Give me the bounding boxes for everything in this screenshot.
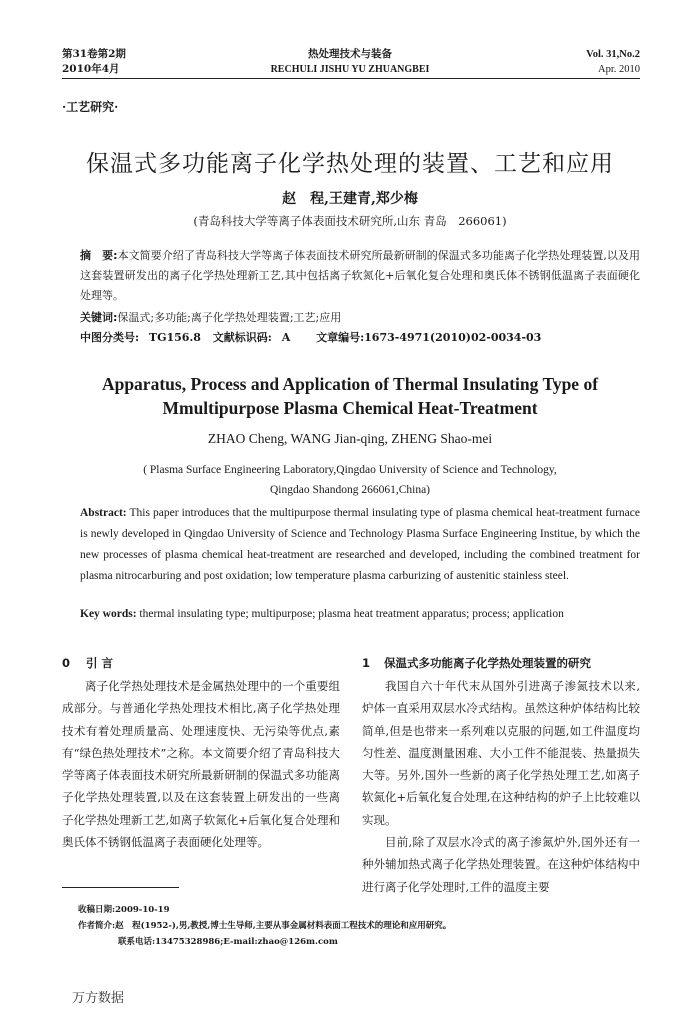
- journal-date: 2010年4月: [62, 63, 120, 75]
- section-1-paragraph-1: 我国自六十年代末从国外引进离子渗氮技术以来,炉体一直采用双层水冷式结构。虽然这种炉体结构比较简单,但是也带来一系列难以克服的问题,如工件温度均匀性差、温度测量困难、大小工件不能混装、热量损失大等。另外,国外一些新的离子化学热处理工艺,如离子软氮化+后氧化复合处理,在这种结构的炉子上比较难以实现。: [362, 679, 640, 827]
- section-0-paragraph: 离子化学热处理技术是金属热处理中的一个重要组成部分。与普通化学热处理技术相比,离子化学热处理技术有着处理质量高、处理速度快、无污染等优点,素有“绿色热处理技术”之称。本文简要介绍了青岛科技大学等离子体表面技术研究所最新研制的保温式多功能离子化学热处理装置,以及在这套装置上研发出的一些离子化学热处理新工艺,如离子软氮化+后氧化复合处理和奥氏体不锈钢低温离子表面硬化处理等。: [62, 679, 340, 850]
- affiliation-cn: (青岛科技大学等离子体表面技术研究所,山东 青岛 266061): [193, 214, 507, 228]
- section-1-paragraph-2: 目前,除了双层水冷式的离子渗氮炉外,国外还有一种外辅加热式离子化学热处理装置。在这种炉体结构中进行离子化学处理时,工件的温度主要: [362, 835, 640, 894]
- keywords-en-label: Key words:: [80, 608, 137, 620]
- paper-title-en-line2: Mmultipurpose Plasma Chemical Heat-Treatment: [162, 398, 538, 418]
- section-0-heading: [62, 655, 113, 671]
- keywords-en: [80, 604, 640, 625]
- received-date: 收稿日期:2009-10-19: [78, 905, 170, 915]
- affiliation-en-line2: Qingdao Shandong 266061,China): [269, 484, 431, 496]
- abstract-en: [80, 503, 640, 587]
- contact-info: 联系电话:13475328986;E-mail:zhao@126m.com: [118, 937, 338, 947]
- abstract-en-label: Abstract:: [80, 507, 127, 519]
- journal-name-cn: 热处理技术与装备: [308, 48, 392, 60]
- section-0-body: [62, 675, 340, 853]
- journal-issue: [62, 47, 126, 77]
- clc-value: TG156.8: [148, 331, 201, 344]
- journal-volume-en: Vol. 31,No.2: [586, 49, 640, 60]
- clc-label: 中图分类号:: [80, 331, 140, 344]
- abstract-cn: [80, 246, 640, 306]
- journal-volume: 第31卷第2期: [62, 48, 126, 60]
- footnotes: [78, 902, 638, 950]
- abstract-cn-label: 摘 要:: [80, 249, 118, 262]
- header-rule: [62, 78, 640, 79]
- keywords-en-text: thermal insulating type; multipurpose; plasma heat treatment apparatus; process; application: [139, 608, 564, 620]
- affiliation-en-line1: ( Plasma Surface Engineering Laboratory,Qingdao University of Science and Technology,: [143, 464, 557, 476]
- classification-line: [80, 328, 640, 348]
- paper-title-cn: 保温式多功能离子化学热处理的装置、工艺和应用: [86, 151, 614, 177]
- abstract-en-text: This paper introduces that the multipurpose thermal insulating type of plasma chemical heat-treatment furnace is newly developed in Qingdao University of Science and Technology Plasma Surface Engineering Institue, by which the new processes of plasma chemical heat-treatment are researched and developed, including the combined treatment for plasma nitrocarburing and post oxidation; low temperature plasma carburizing of austenitic stainless steel.: [80, 507, 640, 582]
- doc-code-value: A: [281, 331, 291, 344]
- column-tag: ·工艺研究·: [62, 100, 119, 114]
- section-0-number: 0: [62, 656, 71, 670]
- keywords-cn-label: 关键词:: [80, 311, 118, 324]
- article-no-label: 文章编号:: [316, 331, 365, 344]
- section-1-body: [362, 675, 640, 898]
- section-0-title: 引 言: [86, 656, 114, 670]
- keywords-cn-text: 保温式;多功能;离子化学热处理装置;工艺;应用: [117, 311, 342, 324]
- authors-cn: 赵 程,王建青,郑少梅: [282, 191, 418, 207]
- journal-name: [200, 47, 500, 77]
- paper-title-en-line1: Apparatus, Process and Application of Thermal Insulating Type of: [101, 374, 599, 394]
- wanfang-watermark: 万方数据: [72, 991, 125, 1006]
- footnote-rule: [62, 887, 179, 888]
- abstract-cn-text: 本文简要介绍了青岛科技大学等离子体表面技术研究所最新研制的保温式多功能离子化学热处理装置,以及用这套装置研发出的离子化学热处理新工艺,其中包括离子软氮化+后氧化复合处理和奥氏体不锈钢低温离子表面硬化处理等。: [80, 249, 640, 302]
- section-1-heading: [362, 655, 591, 671]
- section-1-title: 保温式多功能离子化学热处理装置的研究: [384, 656, 592, 670]
- paper-title-en: [40, 372, 660, 420]
- journal-name-pinyin: RECHULI JISHU YU ZHUANGBEI: [270, 64, 430, 75]
- article-no-value: 1673-4971(2010)02-0034-03: [364, 331, 542, 344]
- journal-issue-en: [586, 47, 640, 77]
- section-1-number: 1: [362, 656, 371, 670]
- affiliation-en: [60, 460, 640, 500]
- doc-code-label: 文献标识码:: [212, 331, 272, 344]
- authors-en: ZHAO Cheng, WANG Jian-qing, ZHENG Shao-mei: [207, 431, 493, 446]
- author-bio: 作者简介:赵 程(1952-),男,教授,博士生导师,主要从事金属材料表面工程技术的理论和应用研究。: [78, 921, 452, 931]
- keywords-cn: [80, 308, 640, 328]
- journal-date-en: Apr. 2010: [598, 64, 640, 75]
